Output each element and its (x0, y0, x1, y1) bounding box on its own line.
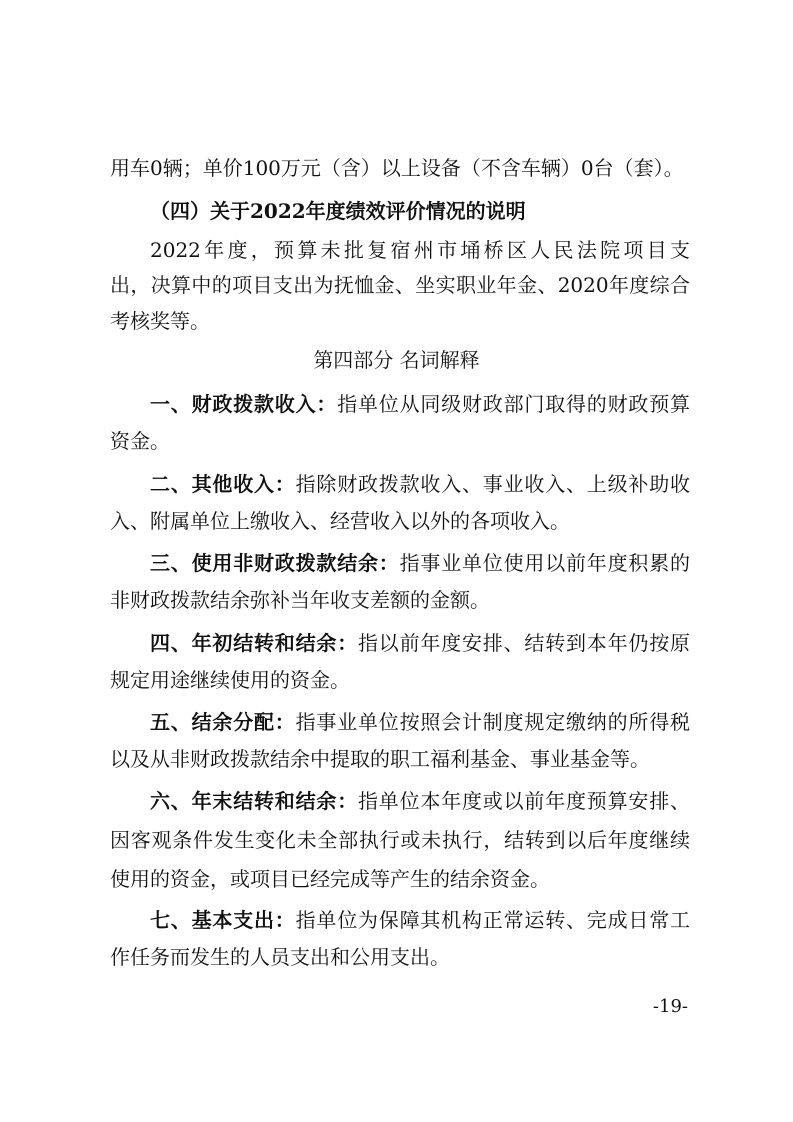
definition-line: 规定用途继续使用的资金。 (110, 668, 350, 692)
definition-line: 入、附属单位上缴收入、经营收入以外的各项收入。 (110, 509, 570, 533)
definition-term: 三、使用非财政拨款结余： (150, 551, 400, 575)
subsection-heading-4: （四）关于2022年度绩效评价情况的说明 (150, 199, 526, 223)
section-title: 第四部分 名词解释 (313, 348, 480, 372)
definition-line (150, 906, 690, 934)
definition-line (150, 708, 690, 736)
body-line-vehicles: 用车0辆；单价100万元（含）以上设备（不含车辆）0台（套）。 (110, 156, 684, 180)
definition-text: 指除财政拨款收入、事业收入、上级补助收 (295, 472, 691, 496)
definition-term: 七、基本支出： (150, 908, 296, 932)
body-line: 考核奖等。 (110, 309, 210, 333)
definition-text: 指以前年度安排、结转到本年仍按原 (358, 631, 690, 655)
definition-text: 指单位为保障其机构正常运转、完成日常工 (295, 908, 691, 932)
definition-line: 非财政拨款结余弥补当年收支差额的金额。 (110, 588, 490, 612)
definition-line: 资金。 (110, 429, 170, 453)
definition-line (150, 390, 690, 418)
definition-line: 因客观条件发生变化未全部执行或未执行，结转到以后年度继续 (110, 828, 690, 852)
page-number: -19- (652, 996, 688, 1017)
definition-term: 二、其他收入： (150, 472, 296, 496)
definition-line: 使用的资金，或项目已经完成等产生的结余资金。 (110, 867, 550, 891)
body-line: 出，决算中的项目支出为抚恤金、坐实职业年金、2020年度综合 (110, 273, 690, 297)
definition-line (150, 549, 690, 577)
definition-line: 作任务而发生的人员支出和公用支出。 (110, 945, 450, 969)
definition-line (150, 629, 690, 657)
definition-text: 指事业单位使用以前年度积累的 (399, 551, 691, 575)
definition-term: 一、财政拨款收入： (150, 392, 338, 416)
definition-term: 五、结余分配： (150, 710, 296, 734)
definition-term: 六、年末结转和结余： (150, 789, 358, 813)
definition-term: 四、年初结转和结余： (150, 631, 358, 655)
definition-line (150, 787, 690, 815)
definition-text: 指单位从同级财政部门取得的财政预算 (337, 392, 691, 416)
definition-text: 指单位本年度或以前年度预算安排、 (358, 789, 690, 813)
definition-line (150, 470, 690, 498)
definition-text: 指事业单位按照会计制度规定缴纳的所得税 (295, 710, 691, 734)
body-line: 2022年度，预算未批复宿州市埇桥区人民法院项目支 (150, 238, 690, 262)
definition-line: 以及从非财政拨款结余中提取的职工福利基金、事业基金等。 (110, 747, 650, 771)
